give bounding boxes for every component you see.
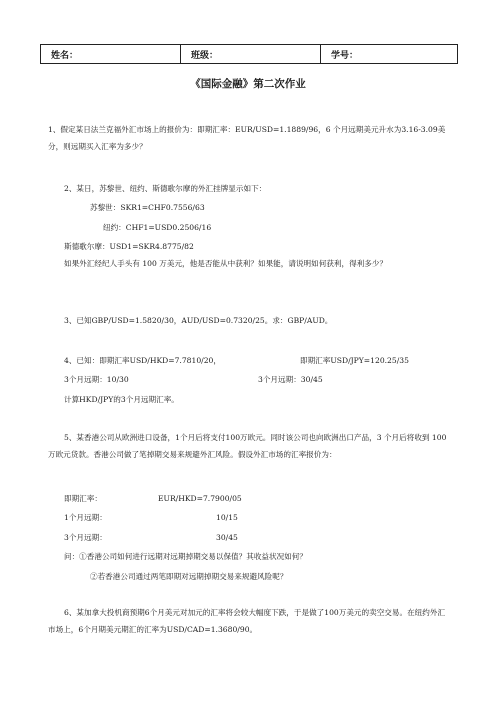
class-label: 班级：: [191, 50, 219, 61]
q5-3m-value: 30/45: [216, 533, 238, 542]
q5-spot-value: EUR/HKD=7.7900/05: [158, 494, 242, 503]
document-title: 《国际金融》第二次作业: [190, 78, 306, 90]
question-5-intro: 5、某香港公司从欧洲进口设备，1个月后将支付100万欧元。同时该公司也向欧洲出口产品，3 个月后将收到 100 万欧元货款。香港公司做了笔掉期交易来规避外汇风险。假设外汇市场的汇率报价为：: [48, 433, 447, 459]
question-2-ask: 如果外汇经纪人手头有 100 万美元，他是否能从中获利？如果能，请说明如何获利，得利多少？: [64, 259, 388, 268]
quote-newyork: 纽约：CHF1=USD0.2506/16: [103, 223, 212, 232]
q4-spot-hkd: 4、已知：即期汇率USD/HKD=7.7810/20，: [64, 356, 221, 365]
student-info-table: [40, 44, 458, 64]
q4-forward-jpy: 3个月远期：30/45: [258, 375, 323, 384]
q5-spot-label: 即期汇率：: [64, 494, 102, 503]
question-6: 6、某加拿大投机商预期6个月美元对加元的汇率将会较大幅度下跌，于是做了100万美元的卖空交易。在纽约外汇市场上，6个月期美元期汇的汇率为USD/CAD=1.3680/90。: [48, 608, 446, 634]
quote-zurich: 苏黎世：SKR1=CHF0.7556/63: [90, 203, 205, 212]
student-id-cell: [321, 45, 458, 64]
q4-forward-hkd: 3个月远期：10/30: [64, 375, 129, 384]
quote-stockholm: 斯德歌尔摩：USD1=SKR4.8775/82: [64, 242, 194, 251]
q5-3m-label: 3个月远期：: [64, 533, 107, 542]
q5-1m-label: 1个月远期：: [64, 513, 107, 522]
question-1: 1、假定某日法兰克福外汇市场上的报价为：即期汇率：EUR/USD=1.1889/96，6 个月远期美元升水为3.16-3.09美分，则远期买入汇率为多少？: [48, 125, 446, 151]
question-3: 3、已知GBP/USD=1.5820/30，AUD/USD=0.7320/25。求：GBP/AUD。: [64, 316, 333, 325]
question-2-intro: 2、某日，苏黎世、纽约、斯德歌尔摩的外汇挂牌显示如下：: [64, 184, 267, 193]
q4-question: 计算HKD/JPY的3个月远期汇率。: [64, 395, 179, 404]
q4-spot-jpy: 即期汇率USD/JPY=120.25/35: [300, 356, 409, 365]
name-label: 姓名：: [51, 50, 79, 61]
class-cell: [181, 45, 321, 64]
q5-ask-1: 问：①香港公司如何进行远期对远期掉期交易以保值？其收益状况如何？: [64, 552, 307, 561]
q5-ask-2: ②若香港公司通过两笔即期对远期掉期交易来规避风险呢？: [90, 572, 288, 581]
q5-1m-value: 10/15: [216, 513, 238, 522]
student-id-label: 学号：: [331, 50, 359, 61]
name-cell: [41, 45, 181, 64]
